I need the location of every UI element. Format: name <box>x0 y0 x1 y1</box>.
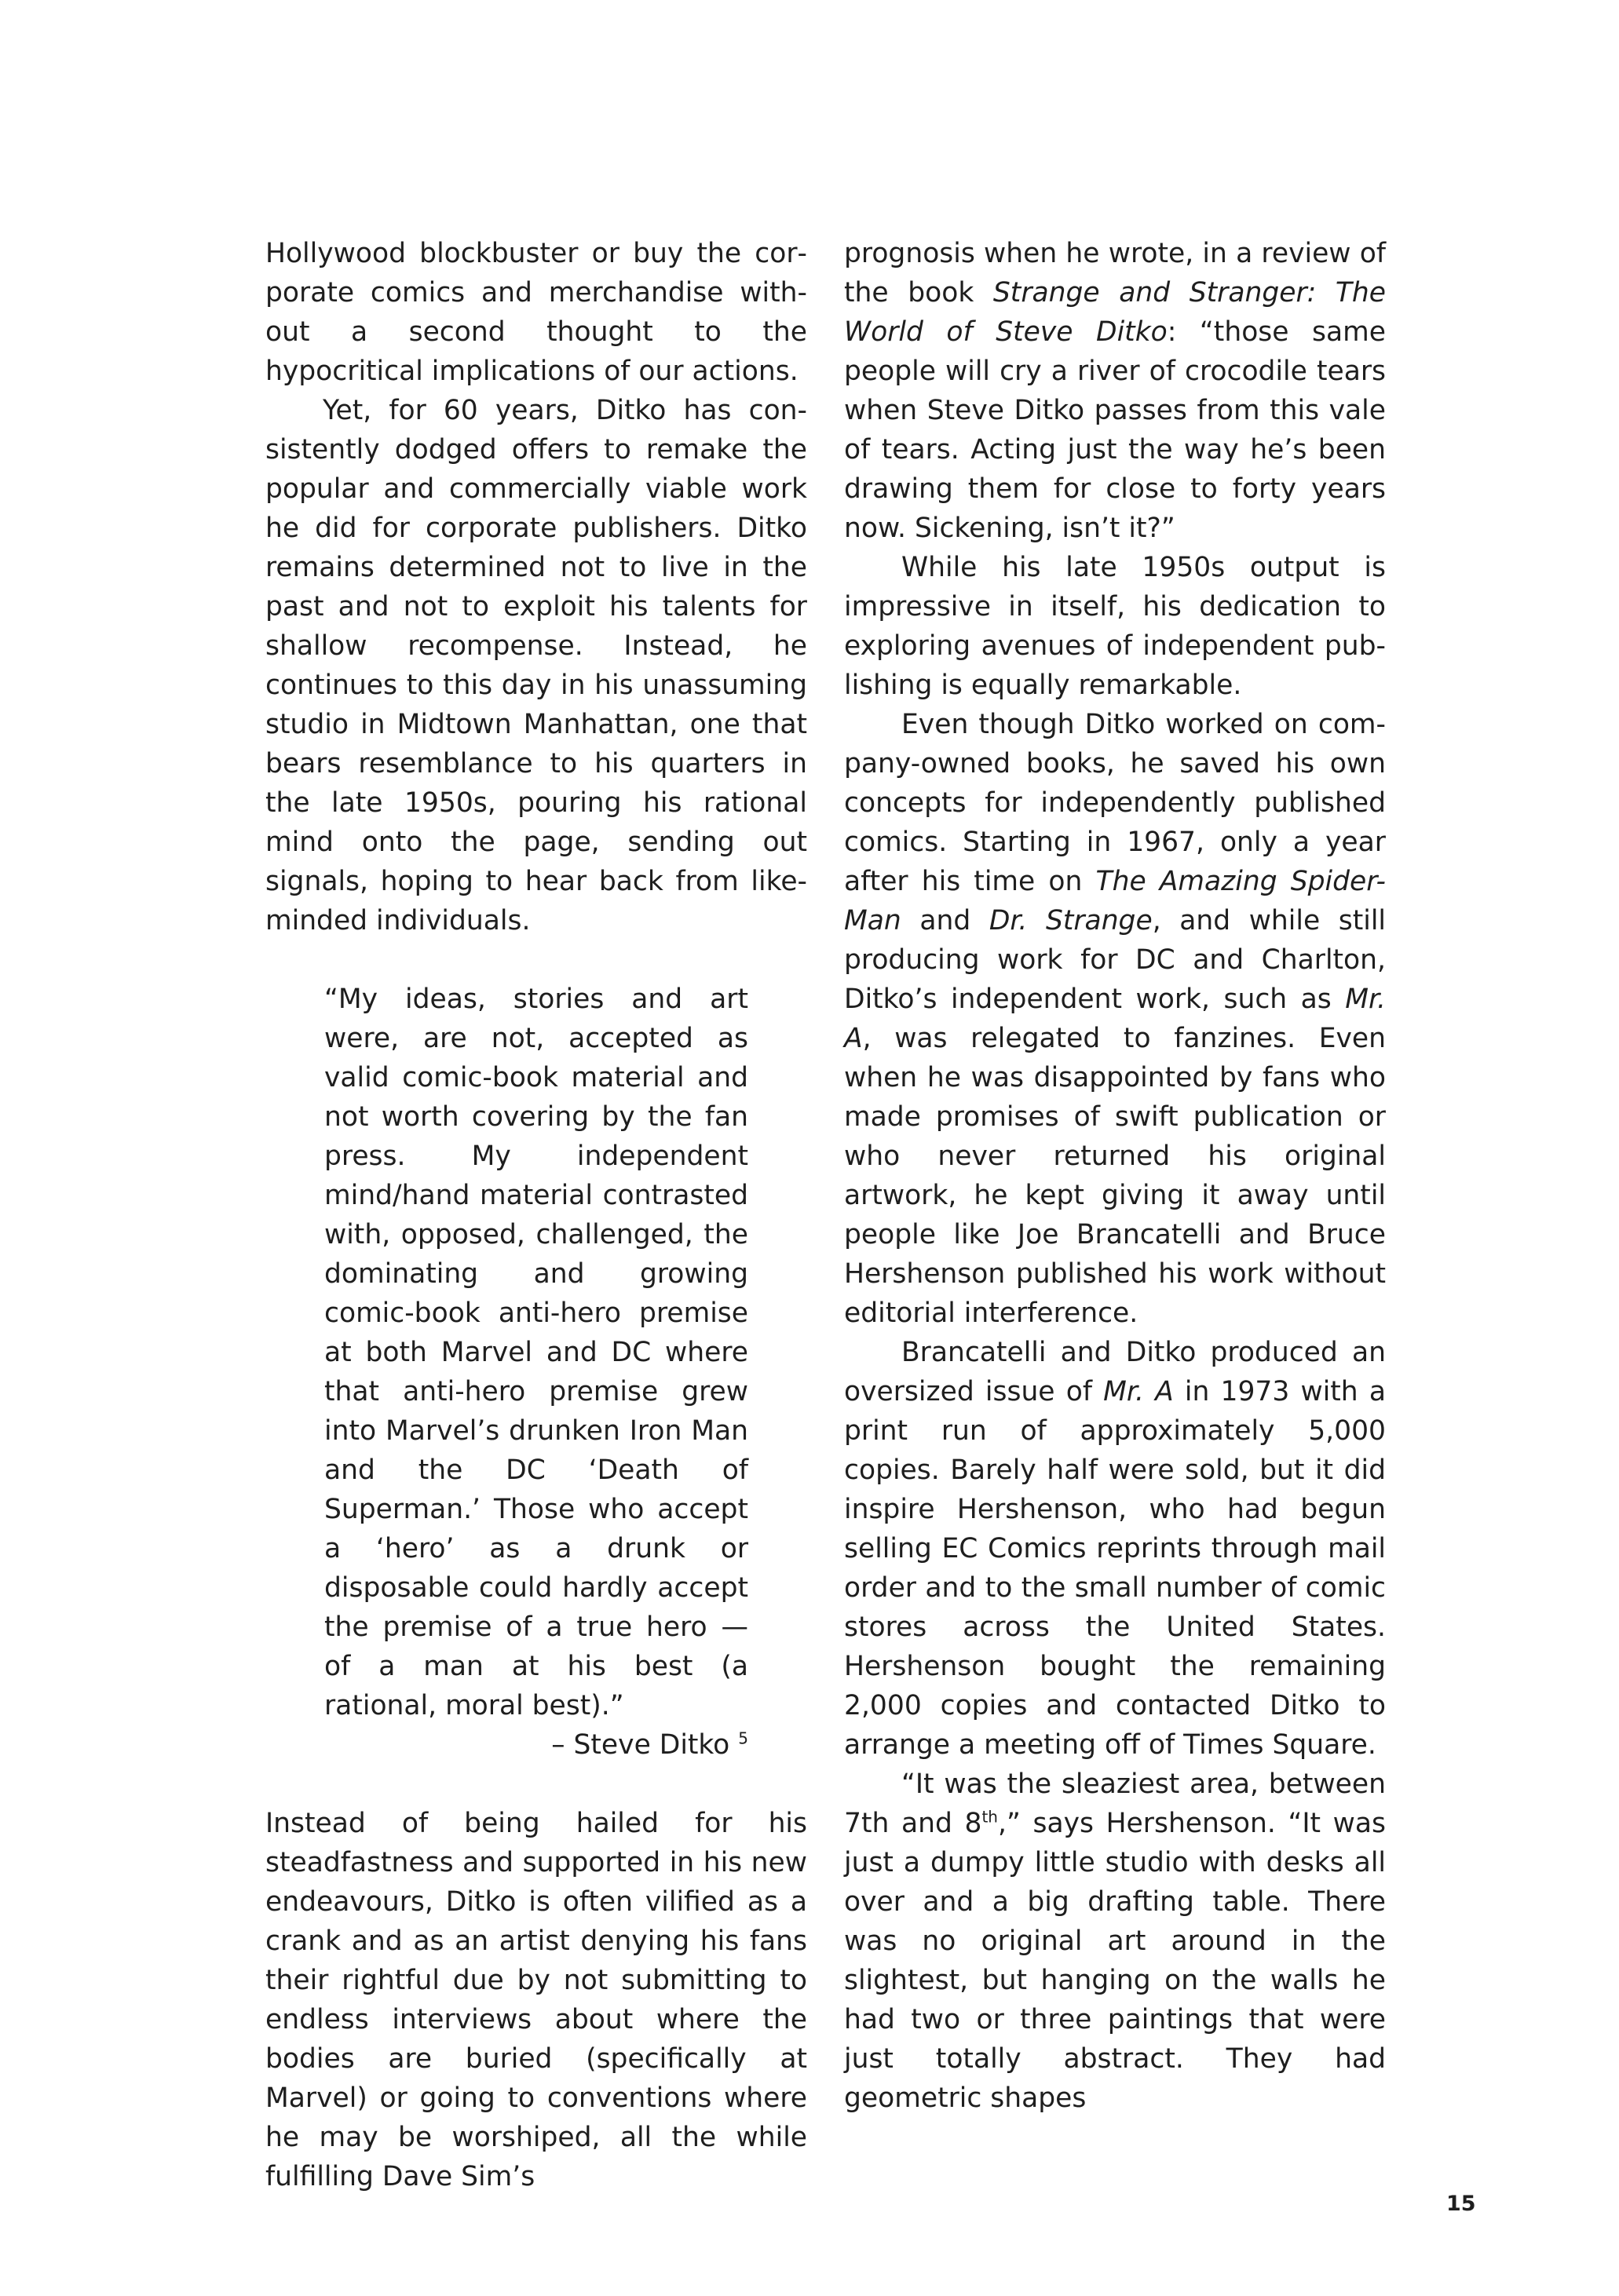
quote-attribution: – Steve Ditko <box>551 1729 730 1761</box>
page-number: 15 <box>1446 2192 1476 2216</box>
right-paragraph-4: Brancatelli and Ditko produced an oversized issue of Mr. A in 1973 with a print run of approximately 5,000 copies. Barely half were sold, but it did inspire Hershenson, who had begun selling EC Comics reprints through mail order and to the small number of comic stores across the United States. Hershenson bought the remaining 2,000 copies and contacted Ditko to arrange a meeting off of Times Square. <box>844 1337 1386 1761</box>
left-paragraph-2: Yet, for 60 years, Ditko has consistently dodged offers to remake the popular and commercially viable work he did for corporate publishers. Ditko remains determined not to live in the past and not to exploit his talents for shallow recompense. Instead, he continues to this day in his unassuming studio in Midtown Manhattan, one that bears resemblance to his quarters in the late 1950s, pouring his rational mind onto the page, sending out signals, hoping to hear back from like-minded individuals. <box>265 395 807 936</box>
comic-title-dr-strange: Dr. Strange <box>989 905 1153 936</box>
left-paragraph-1: Hollywood blockbuster or buy the corporate comics and merchandise without a second thought to the hypocritical implications of our actions. <box>265 238 807 387</box>
right-paragraph-3: Even though Ditko worked on company-owned books, he saved his own concepts for independently published comics. Starting in 1967, only a year after his time on The Amazing Spider-Man and Dr. Strange, and while still producing work for DC and Charlton, Ditko’s independent work, such as Mr. A, was relegated to fanzines. Even when he was disappointed by fans who made promises of swift publication or who never returned his original artwork, he kept giving it away until people like Joe Brancatelli and Bruce Hershenson published his work without editorial interference. <box>844 709 1386 1329</box>
right-paragraph-2: While his late 1950s output is impressive in itself, his dedication to exploring avenues of independent publishing is equally remarkable. <box>844 552 1386 701</box>
quote-text: “My ideas, stories and art were, are not, accepted as valid comic-book material and not worth covering by the fan press. My independent mind/hand material contrasted with, opposed, challenged, the dominating and growing comic-book anti-hero premise at both Marvel and DC where that anti-hero premise grew into Marvel’s drunken Iron Man and the DC ‘Death of Superman.’ Those who accept a ‘hero’ as a drunk or disposable could hardly accept the premise of a true hero — of a man at his best (a rational, moral best).” <box>324 984 748 1721</box>
comic-title-mr-a: Mr. A <box>844 984 1386 1054</box>
right-column <box>844 234 1386 2118</box>
right-paragraph-1: prognosis when he wrote, in a review of the book Strange and Stranger: The World of Steve Ditko: “those same people will cry a river of crocodile tears when Steve Ditko passes from this vale of tears. Acting just the way he’s been drawing them for close to forty years now. Sickening, isn’t it?” <box>844 238 1387 544</box>
left-paragraph-3: Instead of being hailed for his steadfastness and supported in his new endeavours, Ditko is often vilified as a crank and as an artist denying his fans their rightful due by not submitting to endless interviews about where the bodies are buried (specifically at Marvel) or going to conventions where he may be worshiped, all the while fulfilling Dave Sim’s <box>265 1808 807 2192</box>
footnote-marker: 5 <box>738 1728 748 1748</box>
right-paragraph-5: “It was the sleaziest area, between 7th and 8th,” says Hershenson. “It was just a dumpy little studio with desks all over and a big drafting table. There was no original art around in the slightest, but hanging on the walls he had two or three paintings that were just totally abstract. They had geometric shapes <box>844 1769 1386 2114</box>
left-column <box>265 234 807 2196</box>
comic-title-mr-a-issue: Mr. A <box>1103 1376 1174 1407</box>
block-quote <box>324 980 748 1765</box>
comic-title-spider-man: The Amazing Spider-Man <box>844 866 1386 936</box>
quote-attribution-line <box>324 1725 748 1765</box>
book-title: Strange and Stranger: The World of Steve Ditko <box>844 277 1387 348</box>
ordinal-suffix: th <box>981 1807 998 1827</box>
